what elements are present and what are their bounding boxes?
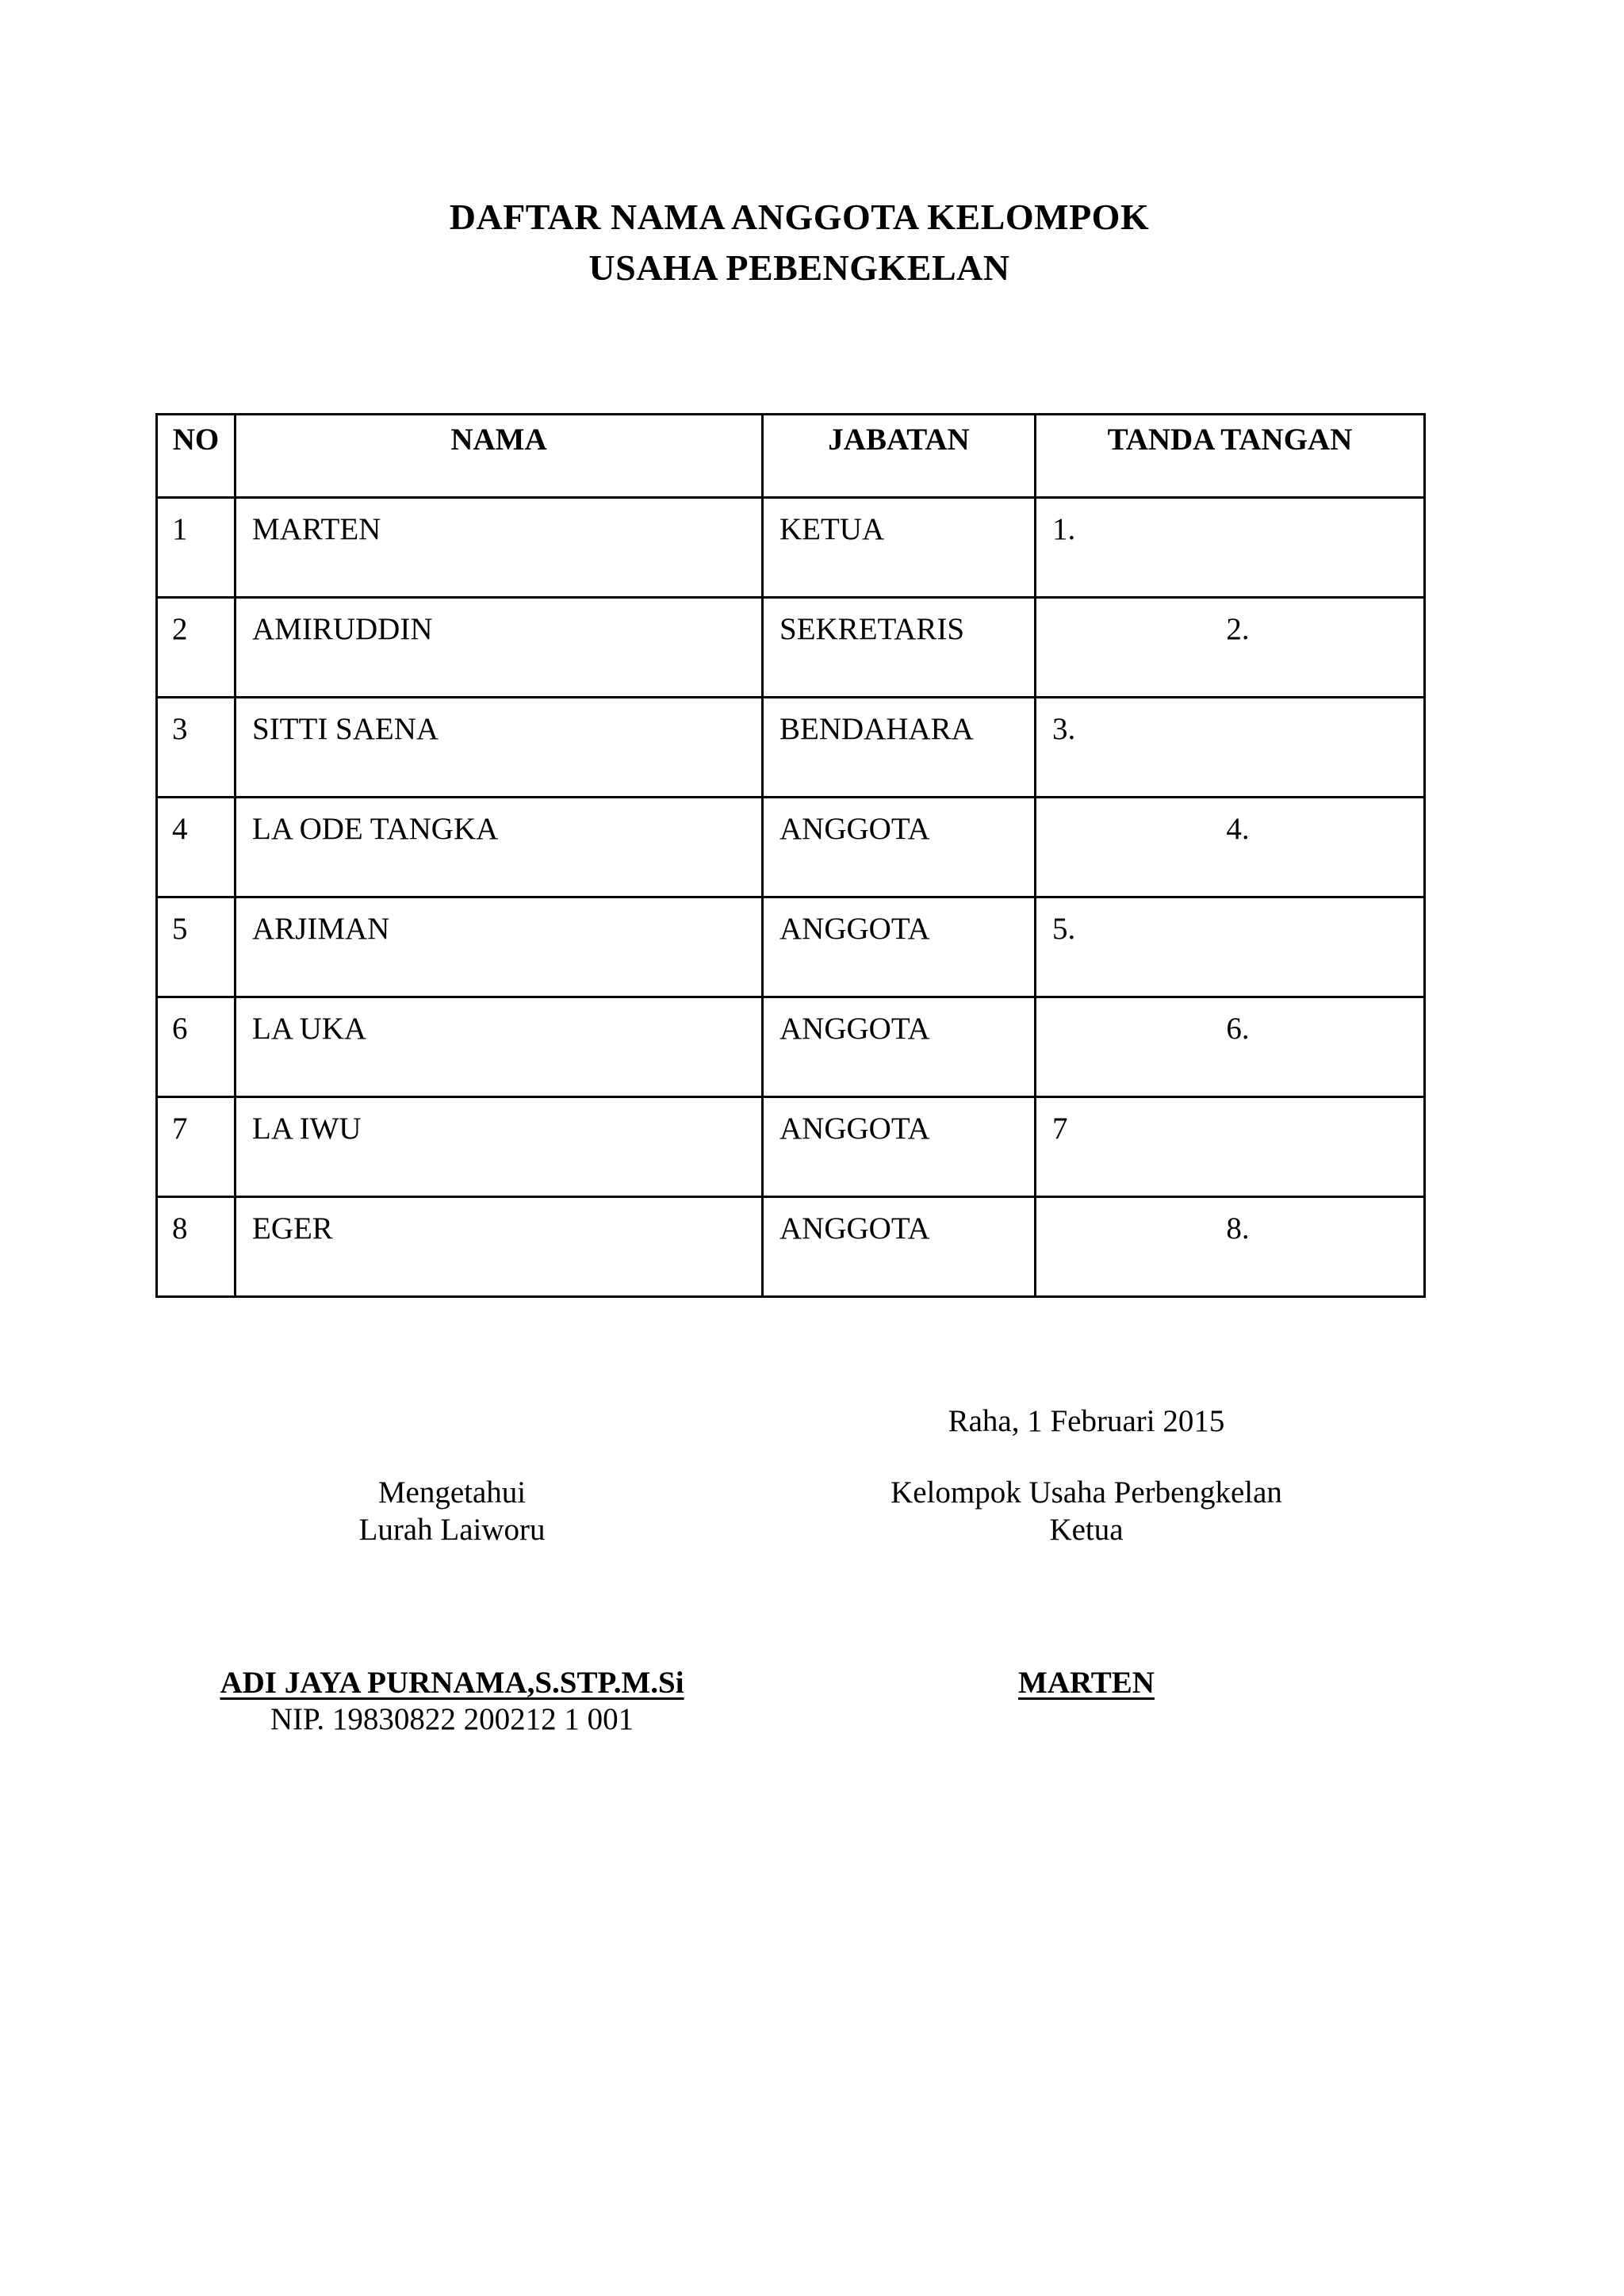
cell-nama: AMIRUDDIN [236, 598, 763, 698]
cell-tanda-tangan: 3. [1036, 698, 1425, 798]
cell-jabatan: SEKRETARIS [763, 598, 1036, 698]
table-row [157, 1197, 1425, 1297]
cell-nama: MARTEN [236, 498, 763, 598]
table-row [157, 498, 1425, 598]
table-row [157, 997, 1425, 1097]
cell-jabatan: ANGGOTA [763, 897, 1036, 997]
ketua-title: Ketua [1049, 1513, 1124, 1547]
header-nama: NAMA [236, 415, 763, 498]
cell-nama: LA ODE TANGKA [236, 798, 763, 897]
cell-no: 5 [157, 897, 236, 997]
left-signer-name: ADI JAYA PURNAMA,S.STP.M.Si [220, 1666, 684, 1700]
cell-no: 4 [157, 798, 236, 897]
cell-tanda-tangan: 8. [1036, 1197, 1425, 1297]
table-header-row [157, 415, 1425, 498]
cell-tanda-tangan: 7 [1036, 1097, 1425, 1197]
header-tanda-tangan: TANDA TANGAN [1036, 415, 1425, 498]
cell-tanda-tangan: 4. [1036, 798, 1425, 897]
cell-no: 3 [157, 698, 236, 798]
document-title-line-2: USAHA PEBENGKELAN [588, 247, 1010, 288]
group-name-label: Kelompok Usaha Perbengkelan [891, 1475, 1282, 1510]
left-signer-nip: NIP. 19830822 200212 1 001 [270, 1702, 634, 1736]
cell-no: 2 [157, 598, 236, 698]
cell-jabatan: ANGGOTA [763, 798, 1036, 897]
members-table [155, 413, 1426, 1298]
table-row [157, 897, 1425, 997]
cell-no: 8 [157, 1197, 236, 1297]
table-row [157, 1097, 1425, 1197]
cell-tanda-tangan: 5. [1036, 897, 1425, 997]
acknowledgment-label: Mengetahui [377, 1475, 527, 1510]
table-row [157, 598, 1425, 698]
cell-no: 1 [157, 498, 236, 598]
table-row [157, 798, 1425, 897]
cell-jabatan: ANGGOTA [763, 1097, 1036, 1197]
lurah-title: Lurah Laiworu [358, 1513, 546, 1547]
cell-tanda-tangan: 6. [1036, 997, 1425, 1097]
header-no: NO [157, 415, 236, 498]
cell-nama: LA IWU [236, 1097, 763, 1197]
cell-jabatan: ANGGOTA [763, 1197, 1036, 1297]
cell-nama: LA UKA [236, 997, 763, 1097]
cell-tanda-tangan: 1. [1036, 498, 1425, 598]
cell-jabatan: BENDAHARA [763, 698, 1036, 798]
place-date: Raha, 1 Februari 2015 [948, 1404, 1225, 1438]
cell-no: 7 [157, 1097, 236, 1197]
document-title-line-1: DAFTAR NAMA ANGGOTA KELOMPOK [449, 197, 1150, 237]
header-jabatan: JABATAN [763, 415, 1036, 498]
cell-tanda-tangan: 2. [1036, 598, 1425, 698]
table-row [157, 698, 1425, 798]
cell-no: 6 [157, 997, 236, 1097]
cell-nama: EGER [236, 1197, 763, 1297]
right-signer-name: MARTEN [1018, 1666, 1155, 1700]
cell-nama: SITTI SAENA [236, 698, 763, 798]
cell-jabatan: ANGGOTA [763, 997, 1036, 1097]
cell-nama: ARJIMAN [236, 897, 763, 997]
cell-jabatan: KETUA [763, 498, 1036, 598]
